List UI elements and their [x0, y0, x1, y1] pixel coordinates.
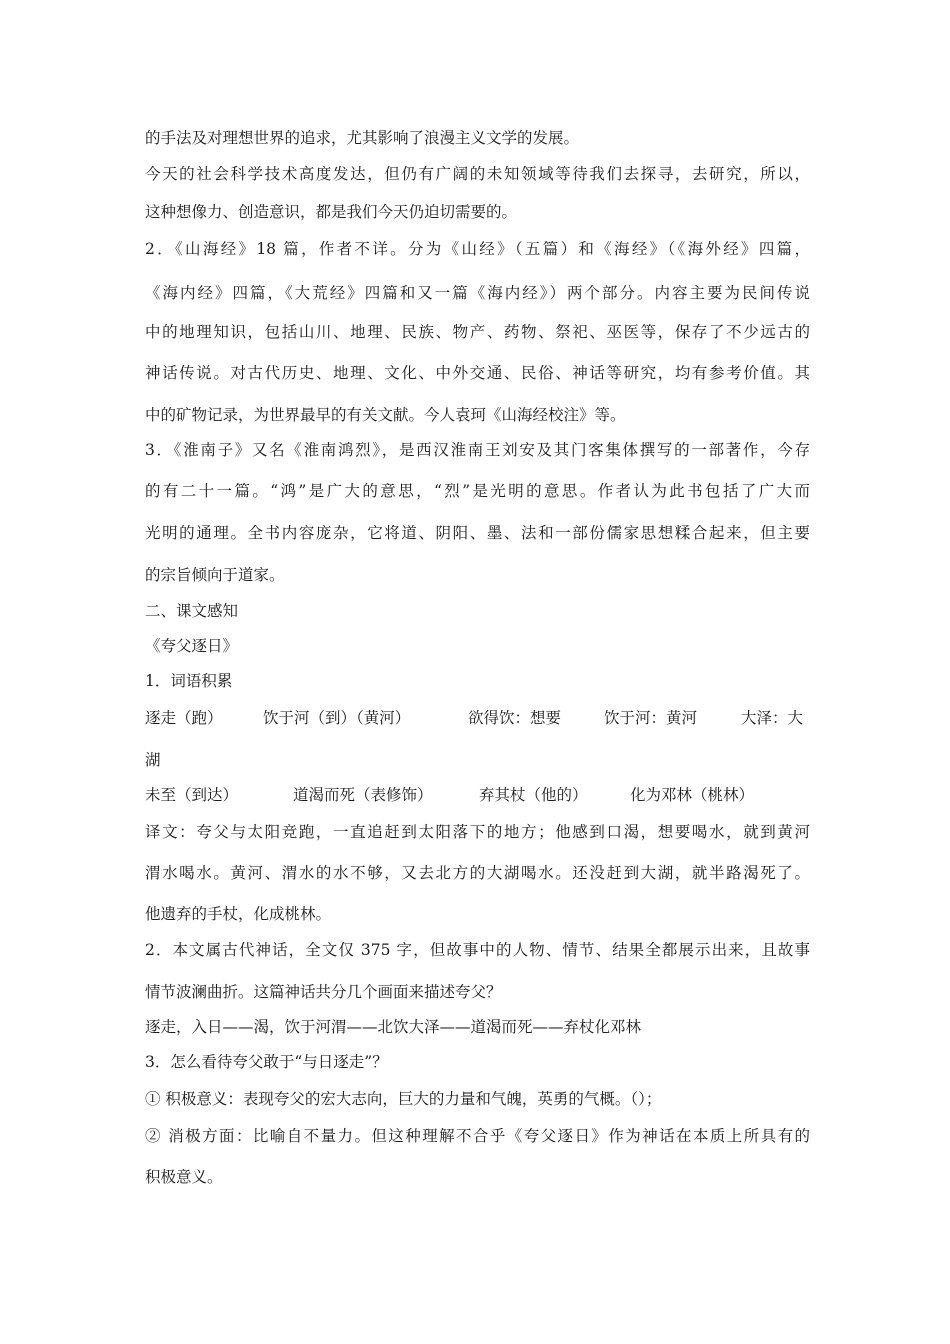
- vocab-item: 未至（到达）: [145, 786, 239, 804]
- vocab-item: 逐走（跑）: [145, 709, 223, 727]
- vocab-wrap: 湖: [145, 751, 161, 769]
- paragraph-line: 神话传说。对古代历史、地理、文化、中外交通、民俗、神话等研究，均有参考价值。其: [145, 364, 810, 382]
- paragraph-line: 3．《淮南子》又名《淮南鸿烈》，是西汉淮南王刘安及其门客集体撰写的一部著作，今存: [145, 441, 810, 459]
- vocab-row: [145, 784, 810, 806]
- paragraph-line: ① 积极意义：表现夸父的宏大志向，巨大的力量和气魄，英勇的气概。（）；: [145, 1090, 662, 1108]
- paragraph-line: ② 消极方面：比喻自不量力。但这种理解不合乎《夸父逐日》作为神话在本质上所具有的: [145, 1127, 810, 1145]
- paragraph-line: 3．怎么看待夸父敢于“与日逐走”？: [145, 1053, 388, 1071]
- vocab-item: 弃其杖（他的）: [479, 786, 588, 804]
- paragraph-line: 2．本文属古代神话，全文仅 375 字，但故事中的人物、情节、结果全都展示出来，且故事: [145, 941, 810, 959]
- paragraph-line: 的有二十一篇。“鸿”是广大的意思，“烈”是光明的意思。作者认为此书包括了广大而: [145, 482, 810, 500]
- paragraph-line: 积极意义。: [145, 1168, 223, 1186]
- paragraph-line: 逐走，入日——渴，饮于河渭——北饮大泽——道渴而死——弃杖化邓林: [145, 1018, 642, 1036]
- vocab-item: 欲得饮：想要: [468, 709, 562, 727]
- paragraph-line: 渭水喝水。黄河、渭水的水不够，又去北方的大湖喝水。还没赶到大湖，就半路渴死了。: [145, 864, 810, 882]
- paragraph-line: 光明的通理。全书内容庞杂，它将道、阴阳、墨、法和一部份儒家思想糅合起来，但主要: [145, 524, 810, 542]
- text-title: 《夸父逐日》: [145, 637, 239, 655]
- paragraph-line: 《海内经》四篇，《大荒经》四篇和又一篇《海内经》）两个部分。内容主要为民间传说: [145, 284, 810, 302]
- subsection-heading: 1．词语积累: [145, 672, 233, 690]
- paragraph-line: 中的矿物记录，为世界最早的有关文献。今人袁珂《山海经校注》等。: [145, 406, 626, 424]
- paragraph-line: 中的地理知识，包括山川、地理、民族、物产、药物、祭祀、巫医等，保存了不少远古的: [145, 323, 810, 341]
- paragraph-line: 2．《山海经》18 篇，作者不详。分为《山经》（五篇）和《海经》（《海外经》四篇，: [145, 240, 810, 258]
- vocab-item: 饮于河：黄河: [604, 709, 698, 727]
- vocab-item: 化为邓林（桃林）: [630, 786, 755, 804]
- vocab-item: 大泽：大: [741, 709, 804, 727]
- paragraph-line: 的手法及对理想世界的追求，尤其影响了浪漫主义文学的发展。: [145, 129, 580, 147]
- paragraph-line: 这种想像力、创造意识，都是我们今天仍迫切需要的。: [145, 203, 518, 221]
- vocab-item: 饮于河（到）（黄河）: [263, 709, 411, 727]
- vocab-item: 道渴而死（表修饰）: [293, 786, 433, 804]
- paragraph-line: 情节波澜曲折。这篇神话共分几个画面来描述夸父？: [145, 983, 502, 1001]
- paragraph-line: 的宗旨倾向于道家。: [145, 566, 285, 584]
- vocab-row: [145, 707, 810, 729]
- paragraph-line: 译文：夸父与太阳竞跑，一直追赶到太阳落下的地方；他感到口渴，想要喝水，就到黄河: [145, 823, 810, 841]
- section-heading: 二、课文感知: [145, 602, 239, 620]
- paragraph-line: 今天的社会科学技术高度发达，但仍有广阔的未知领域等待我们去探寻，去研究，所以，: [145, 165, 810, 183]
- paragraph-line: 他遗弃的手杖，化成桃林。: [145, 905, 332, 923]
